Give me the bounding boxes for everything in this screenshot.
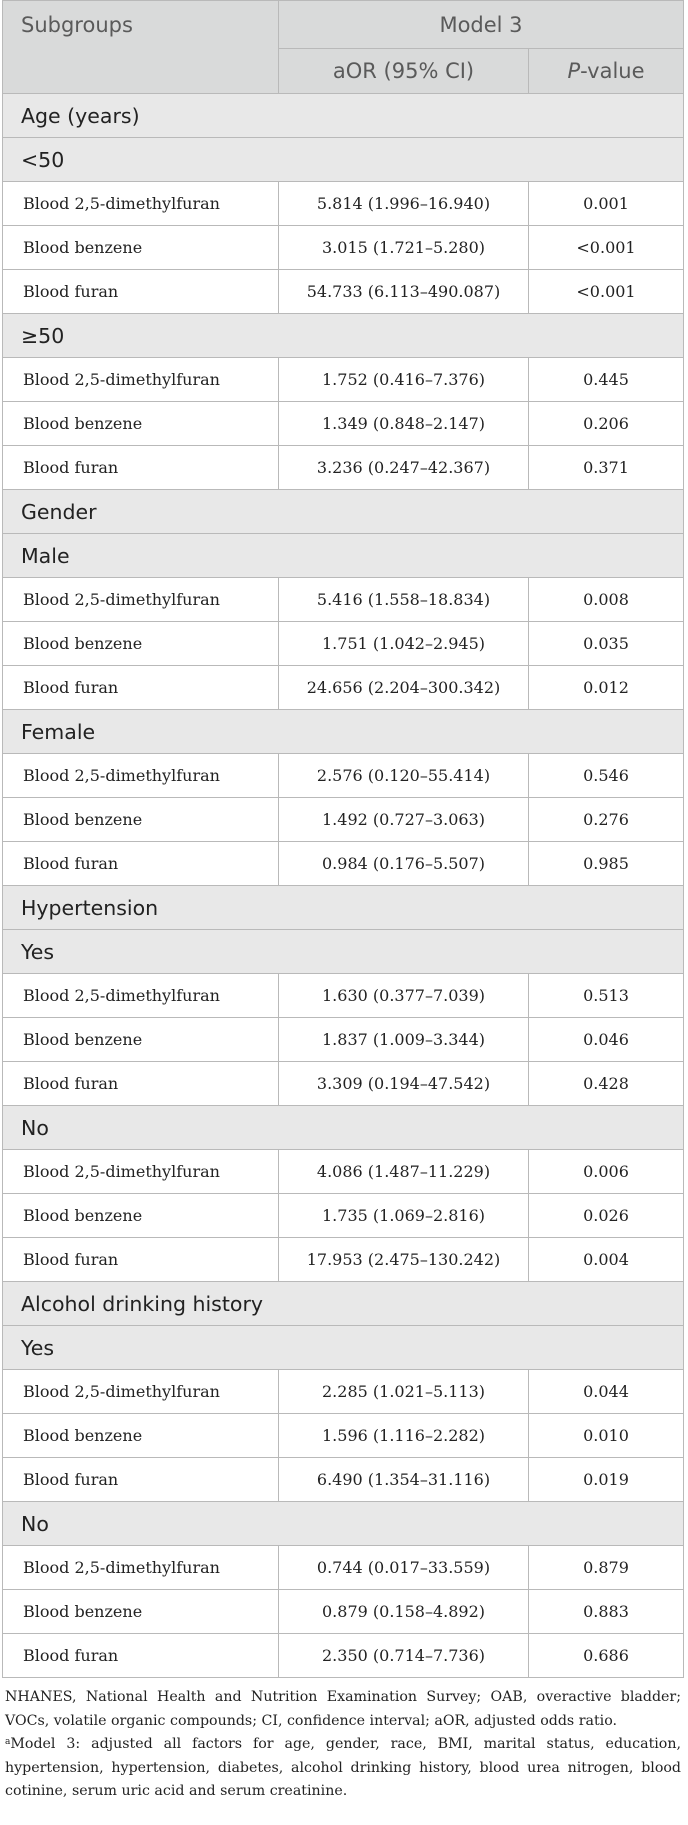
variable-cell: Blood furan [3, 1634, 279, 1678]
aor-cell: 1.751 (1.042–2.945) [279, 622, 529, 666]
table-body [3, 1, 684, 1678]
p-value-cell: 0.546 [529, 754, 684, 798]
variable-cell: Blood benzene [3, 402, 279, 446]
subgroup-row [3, 710, 684, 754]
subgroups-header: Subgroups [3, 1, 279, 94]
aor-header: aOR (95% CI) [279, 49, 529, 94]
subgroup-label: Age (years) [3, 94, 684, 138]
variable-cell: Blood benzene [3, 1414, 279, 1458]
variable-cell: Blood furan [3, 666, 279, 710]
table-row [3, 446, 684, 490]
p-value-header [529, 49, 684, 94]
subgroup-row [3, 1326, 684, 1370]
table-row [3, 1194, 684, 1238]
footnote-marker: a [5, 1737, 11, 1747]
variable-cell: Blood benzene [3, 798, 279, 842]
variable-cell: Blood benzene [3, 622, 279, 666]
subgroup-label: ≥50 [3, 314, 684, 358]
subgroup-label: Hypertension [3, 886, 684, 930]
p-value-cell: 0.879 [529, 1546, 684, 1590]
p-value-cell: 0.985 [529, 842, 684, 886]
subgroup-label: <50 [3, 138, 684, 182]
subgroup-label: No [3, 1106, 684, 1150]
aor-cell: 6.490 (1.354–31.116) [279, 1458, 529, 1502]
variable-cell: Blood furan [3, 270, 279, 314]
subgroup-label: Male [3, 534, 684, 578]
aor-cell: 0.744 (0.017–33.559) [279, 1546, 529, 1590]
variable-cell: Blood benzene [3, 1018, 279, 1062]
aor-cell: 2.576 (0.120–55.414) [279, 754, 529, 798]
aor-cell: 3.236 (0.247–42.367) [279, 446, 529, 490]
p-value-header-rest: -value [580, 59, 645, 83]
model-header: Model 3 [279, 1, 684, 49]
table-row [3, 666, 684, 710]
results-table-container [2, 0, 686, 1804]
subgroup-row [3, 1106, 684, 1150]
subgroup-row [3, 138, 684, 182]
aor-cell: 1.837 (1.009–3.344) [279, 1018, 529, 1062]
model-note [5, 1733, 681, 1804]
aor-cell: 2.350 (0.714–7.736) [279, 1634, 529, 1678]
subgroup-row [3, 490, 684, 534]
aor-cell: 0.984 (0.176–5.507) [279, 842, 529, 886]
variable-cell: Blood 2,5-dimethylfuran [3, 578, 279, 622]
aor-cell: 1.752 (0.416–7.376) [279, 358, 529, 402]
aor-cell: 54.733 (6.113–490.087) [279, 270, 529, 314]
p-value-cell: 0.206 [529, 402, 684, 446]
variable-cell: Blood furan [3, 1238, 279, 1282]
table-footnotes [2, 1686, 681, 1804]
header-row-top [3, 1, 684, 49]
subgroup-label: Yes [3, 1326, 684, 1370]
table-row [3, 1018, 684, 1062]
subgroup-label: No [3, 1502, 684, 1546]
aor-cell: 24.656 (2.204–300.342) [279, 666, 529, 710]
variable-cell: Blood furan [3, 842, 279, 886]
p-value-cell: 0.012 [529, 666, 684, 710]
variable-cell: Blood 2,5-dimethylfuran [3, 358, 279, 402]
p-value-header-italic: P [567, 59, 581, 83]
subgroup-results-table [2, 0, 684, 1678]
subgroup-row [3, 930, 684, 974]
table-row [3, 1458, 684, 1502]
p-value-cell: 0.445 [529, 358, 684, 402]
p-value-cell: 0.019 [529, 1458, 684, 1502]
subgroup-row [3, 1502, 684, 1546]
variable-cell: Blood 2,5-dimethylfuran [3, 1546, 279, 1590]
table-row [3, 1414, 684, 1458]
subgroup-row [3, 1282, 684, 1326]
aor-cell: 5.416 (1.558–18.834) [279, 578, 529, 622]
aor-cell: 1.735 (1.069–2.816) [279, 1194, 529, 1238]
p-value-cell: 0.428 [529, 1062, 684, 1106]
variable-cell: Blood furan [3, 446, 279, 490]
table-row [3, 622, 684, 666]
aor-cell: 1.349 (0.848–2.147) [279, 402, 529, 446]
aor-cell: 0.879 (0.158–4.892) [279, 1590, 529, 1634]
p-value-cell: 0.010 [529, 1414, 684, 1458]
aor-cell: 4.086 (1.487–11.229) [279, 1150, 529, 1194]
table-row [3, 1238, 684, 1282]
table-row [3, 402, 684, 446]
variable-cell: Blood 2,5-dimethylfuran [3, 974, 279, 1018]
subgroup-label: Alcohol drinking history [3, 1282, 684, 1326]
variable-cell: Blood furan [3, 1458, 279, 1502]
subgroup-label: Female [3, 710, 684, 754]
subgroup-label: Yes [3, 930, 684, 974]
p-value-cell: 0.276 [529, 798, 684, 842]
p-value-cell: 0.044 [529, 1370, 684, 1414]
p-value-cell: <0.001 [529, 226, 684, 270]
subgroup-row [3, 534, 684, 578]
subgroup-row [3, 886, 684, 930]
table-row [3, 226, 684, 270]
variable-cell: Blood benzene [3, 226, 279, 270]
aor-cell: 1.630 (0.377–7.039) [279, 974, 529, 1018]
p-value-cell: 0.686 [529, 1634, 684, 1678]
table-row [3, 1062, 684, 1106]
table-row [3, 1546, 684, 1590]
aor-cell: 3.015 (1.721–5.280) [279, 226, 529, 270]
variable-cell: Blood furan [3, 1062, 279, 1106]
table-row [3, 754, 684, 798]
subgroup-label: Gender [3, 490, 684, 534]
p-value-cell: 0.371 [529, 446, 684, 490]
aor-cell: 17.953 (2.475–130.242) [279, 1238, 529, 1282]
aor-cell: 2.285 (1.021–5.113) [279, 1370, 529, 1414]
variable-cell: Blood benzene [3, 1590, 279, 1634]
p-value-cell: 0.004 [529, 1238, 684, 1282]
aor-cell: 3.309 (0.194–47.542) [279, 1062, 529, 1106]
table-row [3, 1634, 684, 1678]
variable-cell: Blood 2,5-dimethylfuran [3, 1150, 279, 1194]
subgroup-row [3, 94, 684, 138]
aor-cell: 5.814 (1.996–16.940) [279, 182, 529, 226]
table-row [3, 974, 684, 1018]
variable-cell: Blood 2,5-dimethylfuran [3, 182, 279, 226]
table-row [3, 270, 684, 314]
table-row [3, 842, 684, 886]
p-value-cell: <0.001 [529, 270, 684, 314]
table-row [3, 358, 684, 402]
p-value-cell: 0.026 [529, 1194, 684, 1238]
p-value-cell: 0.513 [529, 974, 684, 1018]
p-value-cell: 0.035 [529, 622, 684, 666]
aor-cell: 1.492 (0.727–3.063) [279, 798, 529, 842]
abbreviations-note: NHANES, National Health and Nutrition Examination Survey; OAB, overactive bladder; VOCs, volatile organic compounds; CI, confidence interval; aOR, adjusted odds ratio. [5, 1689, 681, 1729]
p-value-cell: 0.883 [529, 1590, 684, 1634]
subgroup-row [3, 314, 684, 358]
model-note-text: Model 3: adjusted all factors for age, gender, race, BMI, marital status, education, hypertension, hypertension, diabetes, alcohol drinking history, blood urea nitrogen, blood cotinine, serum uric acid and serum creatinine. [5, 1736, 681, 1799]
table-row [3, 1370, 684, 1414]
table-row [3, 1590, 684, 1634]
table-row [3, 182, 684, 226]
table-row [3, 578, 684, 622]
variable-cell: Blood 2,5-dimethylfuran [3, 754, 279, 798]
p-value-cell: 0.001 [529, 182, 684, 226]
aor-cell: 1.596 (1.116–2.282) [279, 1414, 529, 1458]
table-row [3, 798, 684, 842]
table-row [3, 1150, 684, 1194]
p-value-cell: 0.046 [529, 1018, 684, 1062]
p-value-cell: 0.006 [529, 1150, 684, 1194]
p-value-cell: 0.008 [529, 578, 684, 622]
variable-cell: Blood 2,5-dimethylfuran [3, 1370, 279, 1414]
variable-cell: Blood benzene [3, 1194, 279, 1238]
